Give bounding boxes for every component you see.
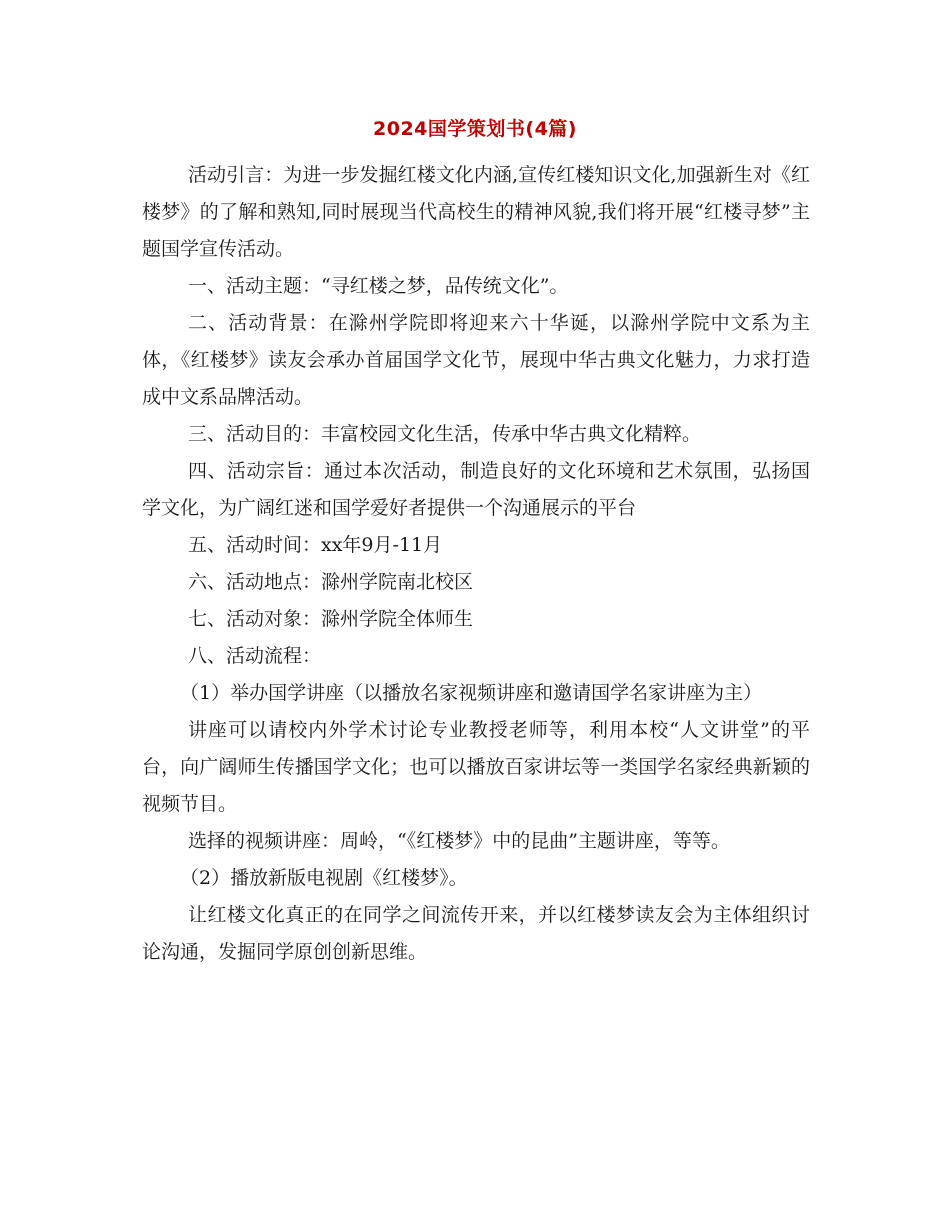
paragraph-step-tv-series: （2）播放新版电视剧《红楼梦》。 [180, 867, 468, 889]
paragraph-purpose: 三、活动目的：丰富校园文化生活，传承中华古典文化精粹。 [188, 423, 702, 445]
document-body [142, 157, 810, 971]
document-title: 2024国学策划书(4篇) [373, 118, 577, 140]
paragraph-process-heading: 八、活动流程： [188, 645, 322, 667]
paragraph-time: 五、活动时间：xx年9月-11月 [188, 534, 443, 556]
paragraph-theme: 一、活动主题：“寻红楼之梦，品传统文化”。 [188, 275, 569, 297]
paragraph-tv-series-detail: 让红楼文化真正的在同学之间流传开来，并以红楼梦读友会为主体组织讨论沟通，发掘同学原创创新思维。 [142, 904, 810, 963]
paragraph-aim: 四、活动宗旨：通过本次活动，制造良好的文化环境和艺术氛围，弘扬国学文化，为广阔红迷和国学爱好者提供一个沟通展示的平台 [142, 460, 810, 519]
paragraph-location: 六、活动地点：滁州学院南北校区 [188, 571, 474, 593]
paragraph-audience: 七、活动对象：滁州学院全体师生 [188, 608, 474, 630]
paragraph-lecture-choice: 选择的视频讲座：周岭，“《红楼梦》中的昆曲”主题讲座，等等。 [188, 830, 730, 852]
paragraph-background: 二、活动背景：在滁州学院即将迎来六十华诞，以滁州学院中文系为主体，《红楼梦》读友会承办首届国学文化节，展现中华古典文化魅力，力求打造成中文系品牌活动。 [142, 312, 810, 408]
paragraph-lecture-detail: 讲座可以请校内外学术讨论专业教授老师等，利用本校“人文讲堂”的平台，向广阔师生传播国学文化；也可以播放百家讲坛等一类国学名家经典新颖的视频节目。 [142, 719, 810, 815]
paragraph-step-lecture: （1）举办国学讲座（以播放名家视频讲座和邀请国学名家讲座为主） [180, 682, 763, 704]
paragraph-introduction: 活动引言：为进一步发掘红楼文化内涵,宣传红楼知识文化,加强新生对《红楼梦》的了解和熟知,同时展现当代高校生的精神风貌,我们将开展“红楼寻梦”主题国学宣传活动。 [142, 164, 810, 260]
